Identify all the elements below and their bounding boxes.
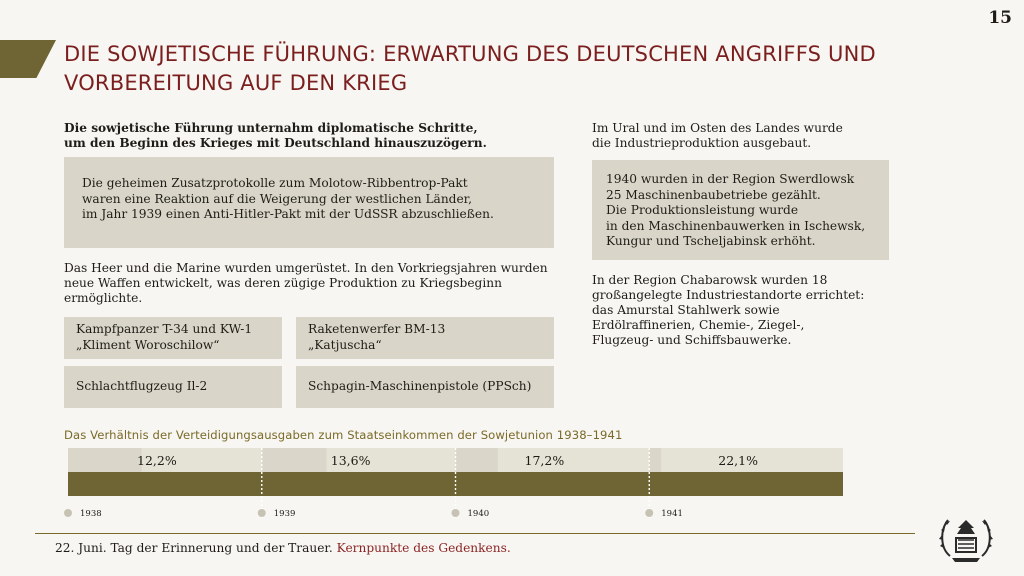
page-number: 15 (988, 8, 1012, 28)
title-accent-bar (0, 40, 56, 78)
chart-year-dot-1939 (258, 509, 266, 517)
defense-spending-chart (0, 440, 1024, 530)
chart-data-label-1941: 22,1% (718, 453, 758, 468)
footer-text: 22. Juni. Tag der Erinnerung und der Trauer. (55, 541, 333, 555)
chart-tick-label-1939: 1939 (273, 509, 296, 519)
weapon-katyusha: Raketenwerfer BM-13 „Katjuscha“ (296, 317, 554, 359)
page-title: DIE SOWJETISCHE FÜHRUNG: ERWARTUNG DES DEUTSCHEN ANGRIFFS UND VORBEREITUNG AUF DEN KRIEG (64, 42, 876, 95)
chart-data-label-1938: 12,2% (137, 453, 177, 468)
chart-tick-label-1941: 1941 (661, 509, 683, 519)
chart-tick-label-1940: 1940 (467, 509, 490, 519)
weapon-il2: Schlachtflugzeug Il-2 (64, 366, 282, 408)
chart-year-dot-1941 (645, 509, 653, 517)
footer (55, 541, 511, 555)
footer-divider (35, 533, 915, 534)
chart-bar-1940 (498, 448, 649, 472)
chart-data-label-1939: 13,6% (330, 453, 371, 468)
pact-box: Die geheimen Zusatzprotokolle zum Molotow-Ribbentrop-Pakt waren eine Reaktion auf die Weigerung der westlichen Länder, im Jahr 1939 einen Anti-Hitler-Pakt mit der UdSSR abzuschließen. (64, 157, 554, 248)
left-intro: Die sowjetische Führung unternahm diplomatische Schritte, um den Beginn des Krieges mit Deutschland hinauszuzögern. (64, 121, 487, 150)
chart-tick-label-1938: 1938 (80, 509, 102, 519)
sverdlovsk-box: 1940 wurden in der Region Swerdlowsk 25 Maschinenbaubetriebe gezählt. Die Produktionsleistung wurde in den Maschinenbauwerken in Ischewsk, Kungur und Tscheljabinsk erhöht. (592, 160, 889, 260)
seal-icon (938, 512, 994, 564)
chart-year-dot-1938 (64, 509, 72, 517)
chart-title: Das Verhältnis der Verteidigungsausgaben zum Staatseinkommen der Sowjetunion 1938–1941 (64, 428, 623, 442)
right-intro: Im Ural und im Osten des Landes wurde die Industrieproduktion ausgebaut. (592, 121, 843, 150)
weapon-ppsh: Schpagin-Maschinenpistole (PPSch) (296, 366, 554, 408)
chart-year-dot-1940 (452, 509, 460, 517)
chart-data-label-1940: 17,2% (524, 453, 565, 468)
khabarovsk-text: In der Region Chabarowsk wurden 18 großangelegte Industriestandorte errichtet: das Amurstal Stahlwerk sowie Erdölraffinerien, Chemie-, Ziegel-, Flugzeug- und Schiffsbauwerke. (592, 273, 865, 347)
footer-link[interactable]: Kernpunkte des Gedenkens. (336, 541, 511, 555)
weapon-tank: Kampfpanzer T-34 und KW-1 „Kliment Woroschilow“ (64, 317, 282, 359)
army-text: Das Heer und die Marine wurden umgerüstet. In den Vorkriegsjahren wurden neue Waffen entwickelt, was deren zügige Produktion zu Kriegsbeginn ermöglichte. (64, 261, 548, 305)
